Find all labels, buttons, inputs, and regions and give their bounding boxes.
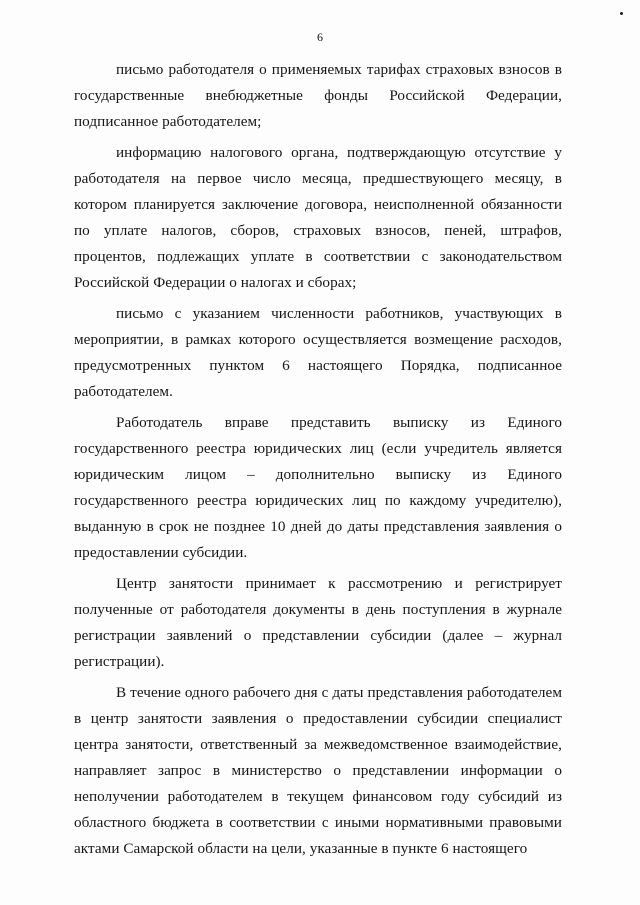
paragraph-employee-count-letter: письмо с указанием численности работников, участвующих в мероприятии, в рамках которого осуществляется возмещение расходов, предусмотренных пунктом 6 настоящего Порядка, подписанное работодателем. [74, 305, 562, 400]
document-body [74, 57, 562, 862]
scan-dot-mark [620, 12, 623, 15]
page-number: 6 [317, 30, 323, 44]
paragraph-tax-authority-info: информацию налогового органа, подтверждающую отсутствие у работодателя на первое число месяца, предшествующего месяцу, в котором планируется заключение договора, неисполненной обязанности по уплате налогов, сборов, страховых взносов, пеней, штрафов, процентов, подлежащих уплате в соответствии с законодательством Российской Федерации о налогах и сборах; [74, 144, 562, 291]
paragraph-register-extract: Работодатель вправе представить выписку из Единого государственного реестра юридических лиц (если учредитель является юридическим лицом – дополнительно выписку из Единого государственного реестра юридических лиц по каждому учредителю), выданную в срок не позднее 10 дней до даты представления заявления о предоставлении субсидии. [74, 414, 562, 561]
paragraph-interagency-request: В течение одного рабочего дня с даты представления работодателем в центр занятости заявления о предоставлении субсидии специалист центра занятости, ответственный за межведомственное взаимодействие, направляет запрос в министерство о представлении информации о неполучении работодателем в текущем финансовом году субсидий из областного бюджета в соответствии с иными нормативными правовыми актами Самарской области на цели, указанные в пункте 6 настоящего [74, 684, 562, 857]
paragraph-employer-tariff-letter: письмо работодателя о применяемых тарифах страховых взносов в государственные внебюджетные фонды Российской Федерации, подписанное работодателем; [74, 61, 562, 130]
paragraph-employment-center-registration: Центр занятости принимает к рассмотрению и регистрирует полученные от работодателя документы в день поступления в журнале регистрации заявлений о представлении субсидии (далее – журнал регистрации). [74, 575, 562, 670]
